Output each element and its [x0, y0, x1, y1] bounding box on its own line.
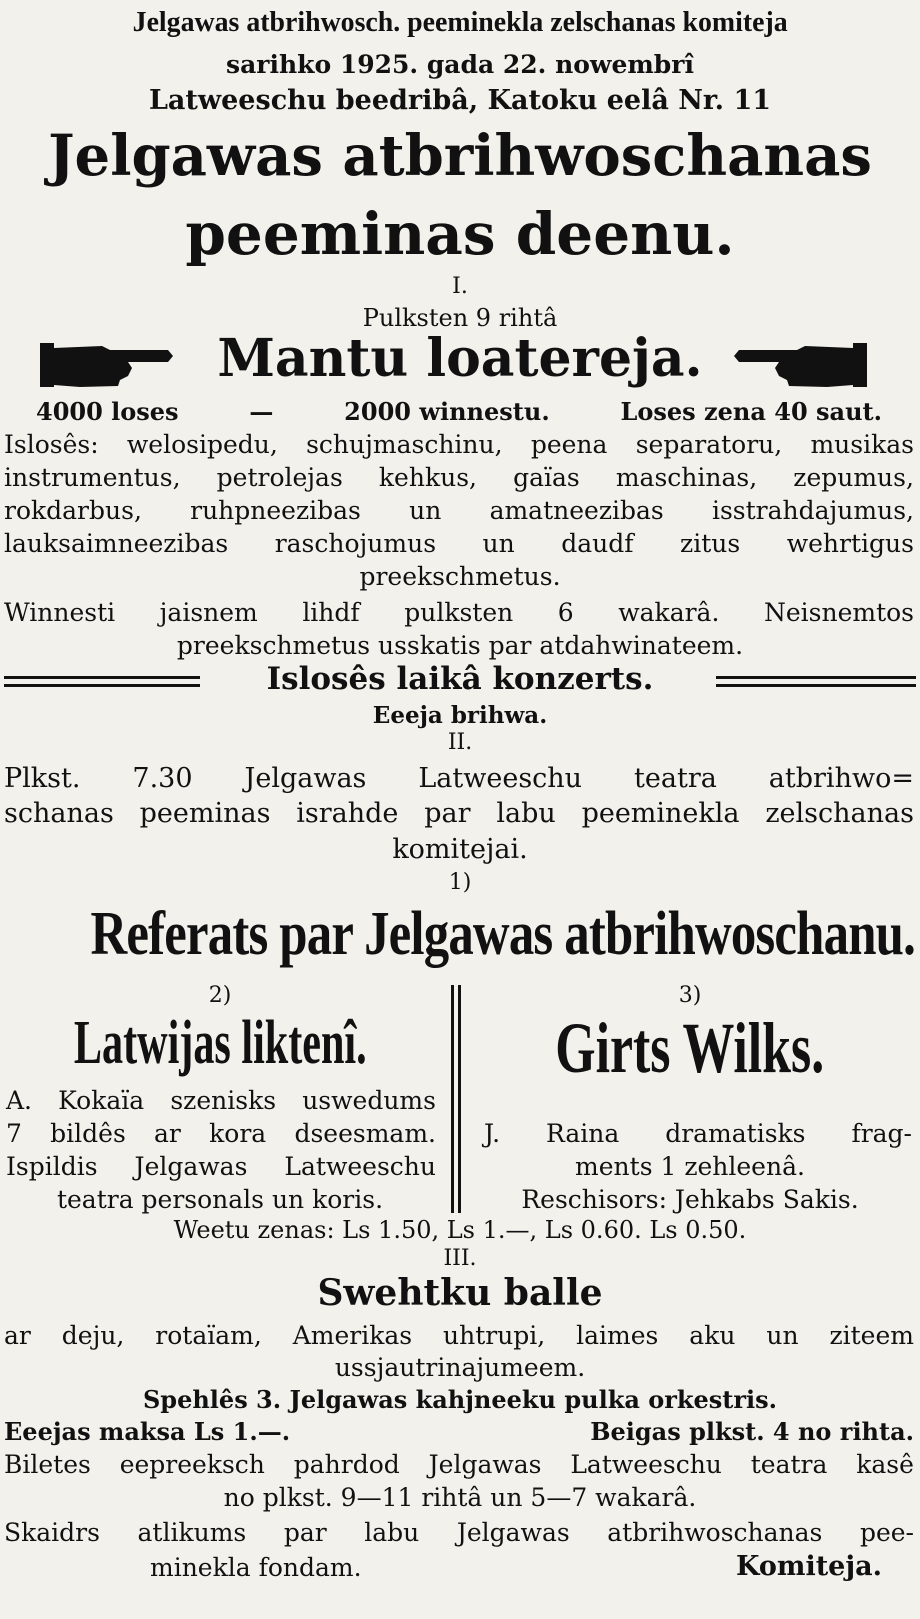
date-line: sarihko 1925. gada 22. nowembrî: [226, 50, 694, 79]
venue-line: Latweeschu beedribâ, Katoku eelâ Nr. 11: [148, 85, 772, 116]
performance-intro-line-1: Plkst. 7.30 Jelgawas Latweeschu teatra atbrihwo=: [4, 763, 914, 794]
prizes-line-5: preekschmetus.: [359, 562, 561, 591]
main-title-line-1: Jelgawas atbrihwoschanas: [48, 123, 872, 189]
ball-desc-line-1: ar deju, rotaïam, Amerikas uhtrupi, laimes aku un ziteem: [4, 1321, 914, 1350]
lottery-heading: Mantu loatereja.: [217, 328, 703, 389]
divider-right-top: [716, 676, 916, 679]
entry-free: Eeeja brihwa.: [372, 702, 548, 729]
signature: Komiteja.: [736, 1551, 883, 1582]
item-2-desc-line-1: A. Kokaïa szenisks uswedums: [6, 1086, 436, 1115]
tickets-line-2: no plkst. 9—11 rihtâ un 5—7 wakarâ.: [223, 1483, 697, 1512]
item-2-title: Latwijas liktenî.: [73, 1009, 367, 1077]
lecture-heading: Referats par Jelgawas atbrihwoschanu.: [90, 900, 916, 968]
ball-heading: Swehtku balle: [317, 1272, 603, 1314]
item-2-desc-line-4: teatra personals un koris.: [56, 1185, 384, 1214]
item-3-desc-line-1: J. Raina dramatisks frag-: [484, 1119, 912, 1148]
lottery-stats: 4000 loses — 2000 winnestu. Loses zena 40 saut.: [36, 397, 882, 426]
performance-intro-line-3: komitejai.: [392, 834, 528, 865]
item-3-number: 3): [678, 983, 702, 1008]
item-3-desc-line-2: ments 1 zehleenâ.: [575, 1152, 805, 1181]
orchestra-line: Spehlês 3. Jelgawas kahjneeku pulka orkestris.: [142, 1385, 778, 1414]
tickets-line-1: Biletes eepreeksch pahrdod Jelgawas Latweeschu teatra kasê: [4, 1450, 914, 1479]
prizes-line-1: Islosês: welosipedu, schujmaschinu, peena separatoru, musikas: [4, 430, 914, 459]
proceeds-line-1: Skaidrs atlikums par labu Jelgawas atbrihwoschanas pee-: [4, 1518, 914, 1547]
concert-heading: Islosês laikâ konzerts.: [266, 661, 654, 697]
column-divider-right: [458, 985, 461, 1213]
column-divider-left: [451, 985, 454, 1213]
organizer-line: Jelgawas atbrihwosch. peeminekla zelschanas komiteja: [132, 6, 788, 38]
pickup-line-2: preekschmetus usskatis par atdahwinateem.: [176, 631, 744, 660]
item-1-number: 1): [448, 870, 472, 895]
seat-prices: Weetu zenas: Ls 1.50, Ls 1.—, Ls 0.60. Ls 0.50.: [173, 1216, 747, 1244]
item-3-desc-line-3: Reschisors: Jehkabs Sakis.: [521, 1185, 859, 1214]
prizes-line-4: lauksaimneezibas raschojumus un daudf zitus wehrtigus: [4, 529, 914, 558]
item-2-desc-line-2: 7 bildês ar kora dseesmam.: [6, 1119, 436, 1148]
item-3-title: Girts Wilks.: [555, 1008, 825, 1088]
prizes-line-3: rokdarbus, ruhpneezibas un amatneezibas isstrahdajumus,: [4, 496, 914, 525]
pickup-line-1: Winnesti jaisnem lihdf pulksten 6 wakarâ. Neisnemtos: [4, 598, 914, 627]
proceeds-line-2: minekla fondam.: [150, 1553, 362, 1582]
performance-intro-line-2: schanas peeminas israhde par labu peeminekla zelschanas: [4, 798, 914, 829]
prizes-line-2: instrumentus, petrolejas kehkus, gaïas maschinas, zepumus,: [4, 463, 914, 492]
part-2-numeral: II.: [447, 730, 473, 755]
fee-and-end-line: Eeejas maksa Ls 1.—. Beigas plkst. 4 no rihta.: [4, 1417, 914, 1446]
divider-right-bottom: [716, 684, 916, 687]
part-3-numeral: III.: [443, 1246, 477, 1271]
item-2-desc-line-3: Ispildis Jelgawas Latweeschu: [6, 1152, 436, 1181]
main-title-line-2: peeminas deenu.: [185, 200, 735, 268]
pointing-hand-left-icon: [732, 340, 867, 390]
part-1-time: Pulksten 9 rihtâ: [362, 304, 558, 332]
item-2-number: 2): [208, 983, 232, 1008]
part-1-numeral: I.: [452, 274, 468, 299]
ball-desc-line-2: ussjautrinajumeem.: [334, 1353, 586, 1382]
